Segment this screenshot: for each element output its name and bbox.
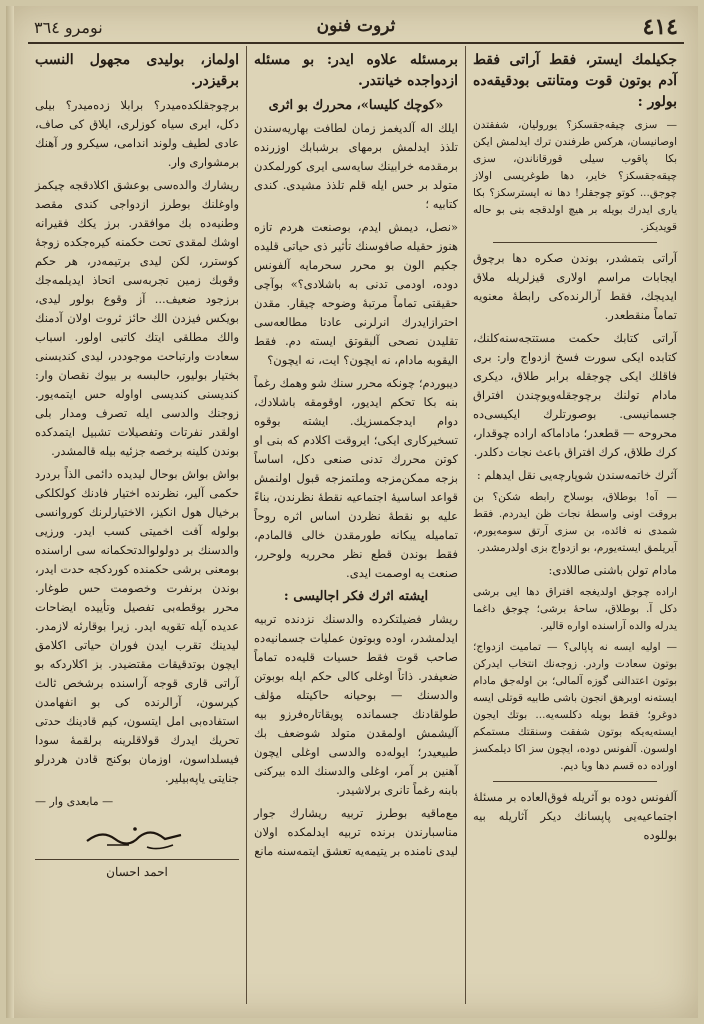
article-columns (28, 46, 684, 1004)
paragraph: بواش بواش بوحال ليديده دائمى الذاً بردرد حكمى آلير، نظرنده اختيار فادنك كولكلكى برخيال هول انكيز، الاختيارلرنك كوروانسى بولوله آفت اخميتى كسب ايدر. ورزيى والدسنك بر دولولوالدتحكمانه سى اراسنده بومعنى برشى حكمنده كوردكجه حدت ايدر، بوندن برنفرت وخصومت حس طوغار. محرر بوقطه‌بى تفصيل وتأييده ايضاحات عديده آيله تقويه ايدر. زيرا بوقارئه لازمدر. ليدينك تقرب ايدن فوران حياتى اكلامق ايچون بوتدقيقات مقتضيدر. بز اكلاردكه بو آراتى قارى قوجه آراسنده برشخص ثالث كيرسون، آرالرنده كى بو انفهامدن استفاده‌بى امل ايتسون، كيم قادينك حدتى تحريك ايدرك قولاقلرينه برلقمهٔ سودا فيسلداسون، اوزمان بوكنج قادن هردرلو جنايتى ياپه‌بيلير. (35, 467, 239, 785)
page-header (28, 12, 684, 44)
quote-paragraph: — آه! بوطلاق، بوسلاح رابطه شكن؟ بن بروقت اونى واسطهٔ نجات ظن ايدردم. فقط شمدى نه فائده، بن سزى آرتق سومه‌يورم، آيريلمق ايسته‌يورم، بو ازدواج بزى اولدرمشدر. (473, 491, 677, 554)
author-signature (35, 821, 239, 855)
column-left (28, 46, 247, 1004)
paragraph: مع‌ماقيه بوطرز تربيه ريشارك جوار مناسبارندن برنده تربيه ايدلمكده اولان ليدى نامنده بر يتيمه‌يه تعشق ايتمه‌سنه مانع (254, 806, 458, 858)
signature-mark (77, 821, 197, 855)
divider (493, 242, 657, 243)
column-right (466, 46, 684, 1004)
paragraph: ريشار فضيلتكرده والدسنك نزدنده تربيه ايدلمشدر، اوده وبوتون عمليات جسمانيه‌ده صاحب قوت فقط حسيات قليه‌ده تماماً ضعيفدر. ذاتاً اوغلى كالى حكم ايله بوبوتن والدسنك — بوحيانه حاكيتله مؤلف طولقادنك جسمانده پويقاتاره‌فرزو بيه آليشمش اولمقدن متولد شوضعف بك طبيعيدر؛ ايوله‌ده والدسى اوغلى ايچون آهنين بر آمر، اوغلى والدسنك الده بيركنى بابنه رغماً تانرى برلاشيدر. (254, 612, 458, 797)
quote-paragraph: — اوليه ايسه نه پاپالى؟ — تماميت ازدواج؛ بوتون سعادت واردر. زوجه‌نك انتخاب ايدركن بوتون اعتدالنى گوزه آلمالى؛ بن اوله‌جق مادام ايسته‌نه اوبرهق انجون باشى طابيه قوتلى ايسه دوغرو؛ فقط بويله دكلسه‌يه... بوتك ايجون ايسته‌يه‌يكه بوتون شفقت وسنقتك مستمكم اولسون. آلفونس دوده، ايچون سز اكا ديلمكسز اوراده ده قسم دها ويا ديم. (473, 641, 677, 772)
paragraph: — سزى چيقه‌جقسكز؟ يوروليان، شفقتدن اوصانيسان، هركس طرفندن ترك ايدلمش ايكن بكا پاقوب سيلى قورقاناندن، سزى چيقه‌جقسكز؟ خاير، دها طوغريسى اولاز چوجق... كوتو چوجقلر! دها نه ايسترسكز؟ بكا يارى ايدرك بويله بر هيچ اولدقجه بنى بو حاله قويديكز. (473, 119, 677, 233)
binding-gutter (6, 6, 14, 1018)
paragraph: مادام تولن باشنى صاللادى: (548, 563, 677, 577)
paragraph: «نصل، ديمش ايدم، بوصنعت هردم تازه هنوز حقيله صافوسنك تأثير ذى حياتى قليده جكيم الون بو محرر سحرمايه آلفونس دوده، اودمى تدنى به باشلادى؟» بوآچى حقيقتى تماماً مرتبهٔ وضوحه چيقار. مقدن احترازايدرك انرلرنى عادتا مطالعه‌سى تقليدن نصحى آلبقوتق ايسته‌ دم. فقط اليقوبه مادام، نه ايچون؟ ايت، نه ايچون؟ (254, 220, 458, 367)
column-lead: اولماز، بوليدى مجهول النسب برقيزدر. (35, 52, 239, 89)
newspaper-page (6, 6, 698, 1018)
continued-note: — مابعدى وار — (35, 795, 114, 808)
author-name: احمد احسان (35, 859, 239, 882)
section-heading: «كوچك كليسا»، محررك بو اثرى (268, 98, 444, 113)
publication-title: ثروت فنون (316, 16, 396, 36)
column-middle (247, 46, 466, 1004)
paragraph: ديبوردم؛ چونكه محرر سنك شو وهمك رغماً بنه بكا تحكم ايديور، اوقومقه باشلادك، دوام ايدجكمسزيك. ايشته بوقوه تسخيركارى ايكى؛ ايروقت اكلادم كه بنى او كوتن محررك تدنى صنعى دكل، اساساً بزجه ممكن‌مزجه وملتمزجه قبول اولنمش قواعد اساسيهٔ اجتماعيه نقطهٔ نظرندن، بناءً عليه بو نقطهٔ نظردن اساس اثره روحاً تماميله يبكانه طورمقدن خالى قالمادم، فقط بوندن قطع نظر محرريه ولوحرر، صنعت يه اوصمت ايدى. (254, 376, 458, 580)
page-number: ٤١٤ (642, 14, 678, 40)
quote-paragraph: اراده چوجق اولديغجه افتراق دها ايى برشى دكل آ. بوطلاق، ساحهٔ برشى؛ چوجق داغما يدرله والده آراسنده اواره قالير. (473, 586, 677, 632)
paragraph: آراتى كتابك حكمت مستتجه‌سنه‌كلنك، كتابده ايكى سورت فسخ ازدواج وار: برى فاقلك ايكى چوجقله برابر طلاق، ديكرى مادام تولنك برچوجقله‌ويوچندن افتراق جسمانيسى. بوصورتلرك ايكيسى‌ده محروحه — قطعدر؛ ماداماكه اراده چوقدار، كرك طلاق، كرك افتراق باعث نجات دكلدر. (473, 331, 677, 459)
paragraph: آثرك خاتمه‌سندن شوپارچه‌يى نقل ايدهلم : (476, 468, 677, 482)
paragraph: برچوجقلكده‌ميدر؟ برابلا زده‌ميدر؟ بيلى دكل، ايرى سياه كوزلرى، ايلاق كى صاف، عادى لطيف ولوند اندامى، سيكرو ور آهنك برمشوارى وار. (35, 98, 239, 169)
paragraph: آلفونس دوده بو آثريله فوق‌العاده بر مسئلهٔ اجتماعيه‌يى پاپسانك ديكر آثاريله بيه بوللوده (473, 790, 677, 842)
issue-number: نومرو ٣٦٤ (34, 18, 103, 37)
paragraph: ريشارك والده‌سى بوعشق اكلادقجه چيكمز واوغلنك بوطرز ازدواجى كندى مقصد وطنيه‌ده بك موافقدر. برز يكك فقيرانه اوشك لمقدى تحت حكمنه كيره‌جكده زوجهٔ كوسترر، لكن ليدى برتيمه‌در، هر حكم وقوبك زمين تجربه‌سى اتحاذ ايديلمه‌جك برزجود ضعيف... آز وقوع بولور ليدى، بويكس فيزدن الك حائز ثروت اولان آدمنك والك مطلقى ايتك كاتبى اولور. اسباب سعادت وارتباحت موجوددر، ليدى كنديسنى بختيار بوليور، حالبسه بر بيوك نقصان وار: كنديسنى كنديسى اواوله حس ايتمه‌يور. زوجنك والدسى ايله تصرف ومدار بلى اولقدر نفرتات وتفصيلات تشبيل ايتمدكده بوندن كلينه برخصه جزئيه بيله قالمشدر. (35, 178, 239, 458)
section-heading: ايشته اثرك فكر اجاليسى : (283, 589, 429, 604)
divider (493, 781, 657, 782)
paragraph: آراتى بتمشدر، بوندن صكره دها برچوق ايجابات مراسم اولارى قيزلريله ملاق ايديجك، فقط آرالرنده‌كى رابطهٔ معنويه تماماً منقطعدر. (473, 251, 677, 322)
paragraph: ايلك اله آلديغمز زمان لطافت بهاريه‌سندن تلذذ ايدلمش برمهاى برشبابك اوزرنده برمقدمه خرابينك سايه‌سى ايرى كورلمكدن متولد بر حس ايله قلم تلذذ مشيدى. كندى كتابيه ؛ (254, 121, 458, 211)
column-lead: برمسئله علاوه ايدر: بو مسئله ازدواجده خيانتدر. (254, 52, 458, 89)
column-lead: جكيلمك ايستر، فقط آراتى فقط آدم بوتون قوت ومتانتى بودقيقه‌ده بولور : (473, 52, 677, 110)
